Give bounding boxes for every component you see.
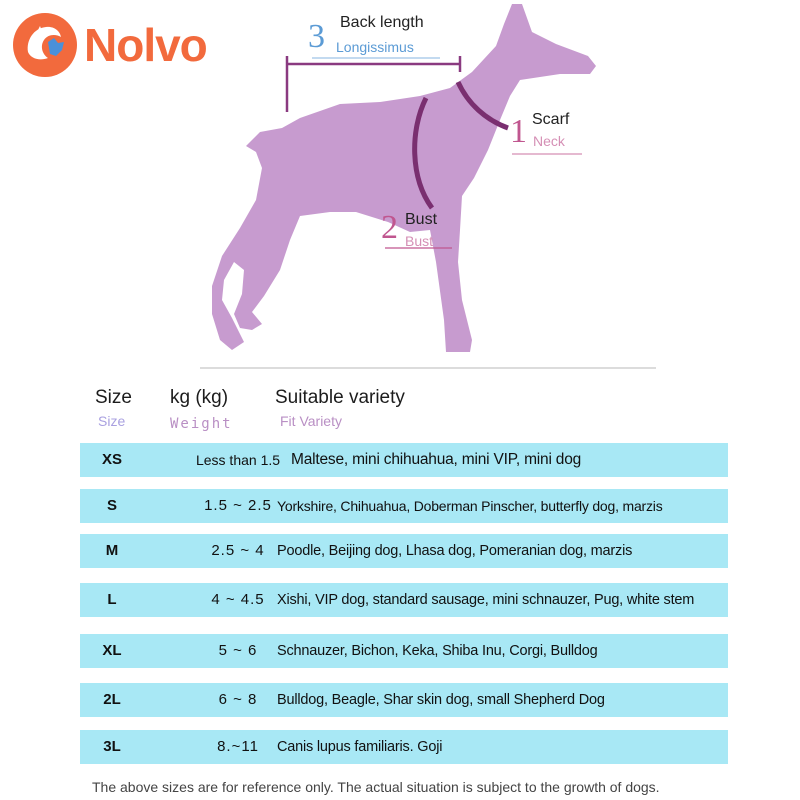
bust-sublabel: Bust	[405, 233, 434, 249]
back-length-number: 3	[308, 18, 325, 55]
header-variety: Suitable variety	[275, 387, 405, 408]
row-size: M	[105, 542, 119, 559]
header-variety-sub: Fit Variety	[280, 413, 342, 429]
row-variety: Maltese, mini chihuahua, mini VIP, mini dog	[291, 451, 582, 468]
row-variety: Yorkshire, Chihuahua, Doberman Pinscher, butterfly dog, marzis	[277, 498, 663, 514]
row-size: L	[107, 591, 117, 608]
footnote: The above sizes are for reference only. The actual situation is subject to the growth of dogs.	[92, 779, 660, 795]
row-weight: 5 ~ 6	[218, 642, 258, 659]
neck-number: 1	[510, 113, 527, 150]
row-variety: Xishi, VIP dog, standard sausage, mini schnauzer, Pug, white stem	[277, 592, 695, 608]
brand-name: Nolvo	[84, 19, 207, 71]
row-weight: 8.~11	[217, 738, 259, 755]
row-size: XS	[101, 451, 122, 468]
dog-illustration	[0, 0, 800, 380]
row-variety: Schnauzer, Bichon, Keka, Shiba Inu, Corgi, Bulldog	[277, 643, 598, 659]
header-size: Size	[95, 387, 132, 408]
header-weight: kg (kg)	[170, 387, 229, 408]
neck-sublabel: Neck	[533, 133, 565, 149]
dog-silhouette	[212, 4, 596, 352]
neck-label: Scarf	[532, 111, 570, 128]
row-weight: 6 ~ 8	[218, 691, 258, 708]
row-size: 3L	[103, 738, 121, 755]
bust-number: 2	[381, 209, 398, 246]
back-length-label: Back length	[340, 14, 424, 31]
table-row	[80, 443, 728, 477]
header-weight-sub: Weight	[170, 416, 233, 432]
table-row	[80, 489, 728, 523]
row-variety: Bulldog, Beagle, Shar skin dog, small Shepherd Dog	[277, 692, 605, 708]
row-weight: 1.5 ~ 2.5	[204, 497, 272, 514]
bust-label: Bust	[405, 211, 438, 228]
row-size: 2L	[103, 691, 121, 708]
row-size: XL	[102, 642, 122, 659]
row-weight: 2.5 ~ 4	[211, 542, 265, 559]
row-weight: 4 ~ 4.5	[211, 591, 265, 608]
table-row	[80, 683, 728, 717]
back-length-sublabel: Longissimus	[336, 39, 414, 55]
table-row	[80, 583, 728, 617]
table-row	[80, 534, 728, 568]
row-variety: Poodle, Beijing dog, Lhasa dog, Pomeranian dog, marzis	[277, 543, 633, 559]
row-size: S	[106, 497, 117, 514]
row-weight: Less than 1.5	[195, 452, 281, 468]
row-variety: Canis lupus familiaris. Goji	[277, 739, 443, 755]
table-row	[80, 634, 728, 668]
table-row	[80, 730, 728, 764]
header-size-sub: Size	[98, 413, 126, 429]
